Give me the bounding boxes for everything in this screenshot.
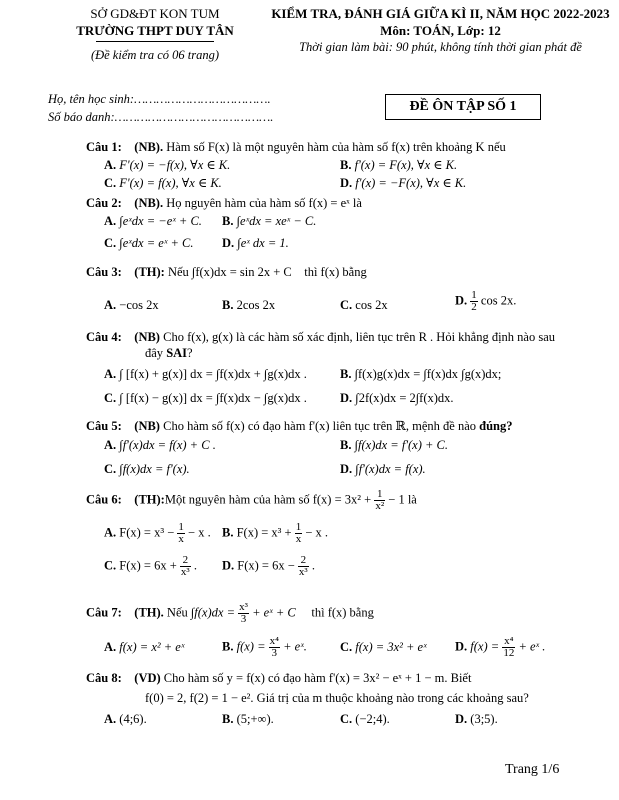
- q7-option-d: D. f(x) = $\frac{\text{x⁴}}{12}$ + eˣ .: [455, 635, 546, 659]
- q5-option-a: A. ∫f'(x)dx = f(x) + C .: [104, 438, 216, 452]
- question-1: Câu 1: (NB). Hàm số F(x) là một nguyên hàm của hàm số f(x) trên khoảng K nếu: [86, 140, 506, 154]
- question-8-cont: f(0) = 2, f(2) = 1 − e². Giá trị của m thuộc khoảng nào trong các khoảng sau?: [145, 691, 529, 705]
- q8-option-c: C. (−2;4).: [340, 712, 390, 726]
- q3-option-c: C. cos 2x: [340, 298, 388, 312]
- q6-option-b: B. F(x) = x³ + $\frac{1}{x}$ − x .: [222, 521, 329, 545]
- dept-name: SỞ GD&ĐT KON TUM: [90, 6, 220, 21]
- question-7: Câu 7: (TH). Nếu ∫f(x)dx = $\frac{\text{x³}}{3}$ + eˣ + C thì f(x) bằng: [86, 601, 374, 625]
- exam-title: KIỂM TRA, ĐÁNH GIÁ GIỮA KÌ II, NĂM HỌC 2022-2023: [271, 6, 610, 21]
- question-3: Câu 3: (TH): Nếu ∫f(x)dx = sin 2x + C thì f(x) bằng: [86, 265, 367, 279]
- q2-option-d: D. ∫eˣ dx = 1.: [222, 236, 289, 250]
- student-name-field: Họ, tên học sinh:……………………………….: [48, 92, 271, 106]
- question-8: Câu 8: (VD) Cho hàm số y = f(x) có đạo hàm f'(x) = 3x² − eˣ + 1 − m. Biết: [86, 671, 472, 685]
- header-right: [262, 6, 619, 55]
- q5-option-c: C. ∫f(x)dx = f'(x).: [104, 462, 190, 476]
- question-6: Câu 6: (TH):Một nguyên hàm của hàm số f(x) = 3x² + $\frac{1}{\text{x²}}$ − 1 là: [86, 488, 417, 512]
- q1-option-d: D. f'(x) = −F(x), ∀x ∈ K.: [340, 176, 467, 190]
- time-line: Thời gian làm bài: 90 phút, không tính thời gian phát đề: [299, 40, 582, 54]
- q2-option-b: B. ∫eˣdx = xeˣ − C.: [222, 214, 317, 228]
- student-id-field: Số báo danh:…………………………………….: [48, 110, 274, 124]
- q6-option-c: C. F(x) = 6x + $\frac{2}{\text{x³}}$ .: [104, 554, 197, 578]
- school-name: TRƯỜNG THPT DUY TÂN: [76, 23, 234, 38]
- q4-option-a: A. ∫ [f(x) + g(x)] dx = ∫f(x)dx + ∫g(x)dx .: [104, 367, 307, 381]
- q1-option-c: C. F'(x) = f(x), ∀x ∈ K.: [104, 176, 222, 190]
- q7-option-c: C. f(x) = 3x² + eˣ: [340, 640, 427, 654]
- q6-option-a: A. F(x) = x³ − $\frac{1}{x}$ − x .: [104, 521, 211, 545]
- q8-option-a: A. (4;6).: [104, 712, 147, 726]
- q5-option-d: D. ∫f'(x)dx = f(x).: [340, 462, 426, 476]
- q4-option-d: D. ∫2f(x)dx = 2∫f(x)dx.: [340, 391, 454, 405]
- q7-option-a: A. f(x) = x² + eˣ: [104, 640, 185, 654]
- q6-option-d: D. F(x) = 6x − $\frac{2}{\text{x³}}$ .: [222, 554, 315, 578]
- q2-option-c: C. ∫eˣdx = eˣ + C.: [104, 236, 194, 250]
- q3-option-a: A. −cos 2x: [104, 298, 159, 312]
- q1-option-b: B. f'(x) = F(x), ∀x ∈ K.: [340, 158, 458, 172]
- q4-option-b: B. ∫f(x)g(x)dx = ∫f(x)dx ∫g(x)dx;: [340, 367, 502, 381]
- subject-line: Môn: TOÁN, Lớp: 12: [380, 23, 501, 38]
- question-4-cont: đây SAI?: [145, 346, 193, 360]
- exam-badge: ĐỀ ÔN TẬP SỐ 1: [385, 94, 541, 120]
- pages-note: (Đề kiểm tra có 06 trang): [90, 48, 220, 62]
- q1-option-a: A. F'(x) = −f(x), ∀x ∈ K.: [104, 158, 231, 172]
- q8-option-d: D. (3;5).: [455, 712, 498, 726]
- q7-option-b: B. f(x) = $\frac{\text{x⁴}}{3}$ + eˣ.: [222, 635, 307, 659]
- header-divider: [96, 41, 214, 42]
- q2-option-a: A. ∫eˣdx = −eˣ + C.: [104, 214, 202, 228]
- question-5: Câu 5: (NB) Cho hàm số f(x) có đạo hàm f'(x) liên tục trên ℝ, mệnh đề nào đúng?: [86, 419, 513, 433]
- q4-option-c: C. ∫ [f(x) − g(x)] dx = ∫f(x)dx − ∫g(x)dx .: [104, 391, 307, 405]
- q8-option-b: B. (5;+∞).: [222, 712, 274, 726]
- question-2: Câu 2: (NB). Họ nguyên hàm của hàm số f(x) = eˣ là: [86, 196, 362, 210]
- question-4: Câu 4: (NB) Cho f(x), g(x) là các hàm số xác định, liên tục trên R . Hỏi khẳng định nào sau: [86, 330, 556, 344]
- page-number: Trang 1/6: [505, 762, 560, 777]
- q5-option-b: B. ∫f(x)dx = f'(x) + C.: [340, 438, 449, 452]
- q3-option-d: D. $\frac{1}{2}$ cos 2x.: [455, 289, 517, 313]
- q3-option-b: B. 2cos 2x: [222, 298, 276, 312]
